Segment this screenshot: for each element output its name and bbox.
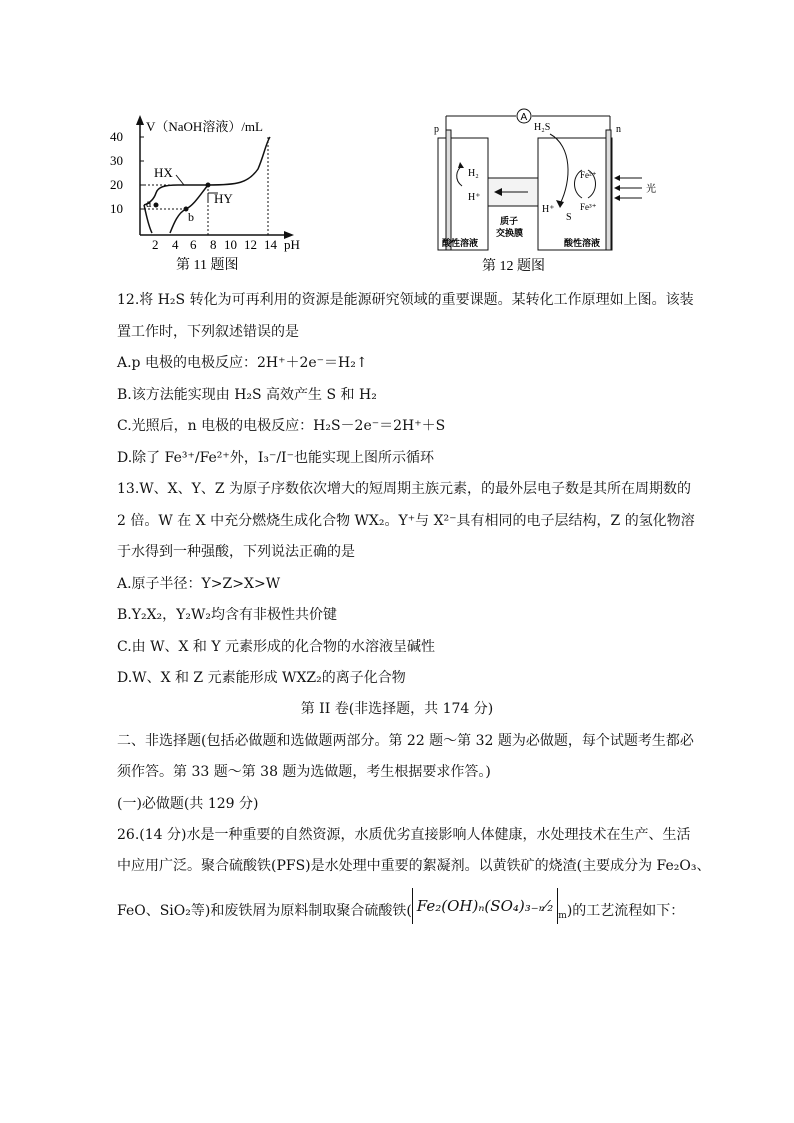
xtick-4: 4 [172,237,179,252]
xtick-6: 6 [190,237,197,252]
xtick-10: 10 [224,237,237,252]
electrode-p-label: p [434,124,439,135]
electrode-n-label: n [616,124,621,135]
section2-title: 第 II 卷(非选择题，共 174 分) [300,701,494,717]
q13-option-b: B.Y₂X₂，Y₂W₂均含有非极性共价键 [117,607,338,623]
label-hx: HX [154,165,173,180]
label-a: a [146,196,152,210]
section2-intro-2: 须作答。第 33 题～第 38 题为选做题，考生根据要求作答。) [117,764,491,780]
q26-line-3 [117,898,684,926]
fig11-caption: 第 11 题图 [176,258,239,273]
pfs-formula-m: m [558,911,567,921]
q12-stem-1: 12.将 H₂S 转化为可再利用的资源是能源研究领域的重要课题。某转化工作原理如上图。该装 [117,292,694,308]
q13-option-c: C.由 W、X 和 Y 元素形成的化合物的水溶液呈碱性 [117,639,436,655]
label-b: b [188,210,194,224]
light-label: 光 [646,184,656,195]
fig11-chart [108,113,308,273]
q26-line-3b: )的工艺流程如下： [566,903,685,919]
q26-line-1: 26.(14 分)水是一种重要的自然资源，水质优劣直接影响人体健康，水处理技术在生产、生活 [117,827,691,843]
q12-option-c: C.光照后，n 电极的电极反应：H₂S－2e⁻＝2H⁺＋S [117,418,446,434]
h2s-label: H₂S [534,122,551,133]
section2-intro-1: 二、非选择题(包括必做题和选做题两部分。第 22 题～第 32 题为必做题，每个试题考生都必 [117,733,694,749]
q12-stem-2: 置工作时，下列叙述错误的是 [117,324,299,340]
membrane-label-2: 交换膜 [496,229,524,239]
acid-left-label: 酸性溶液 [442,239,479,249]
fe3-label: Fe³⁺ [580,202,597,212]
q12-option-d: D.除了 Fe³⁺/Fe²⁺外，I₃⁻/I⁻也能实现上图所示循环 [117,450,434,466]
ammeter-label: A [520,112,528,123]
q13-option-a: A.原子半径：Y>Z>X>W [117,576,281,592]
q12-option-b: B.该方法能实现由 H₂S 高效产生 S 和 H₂ [117,387,377,403]
ytick-30: 30 [110,153,123,168]
pfs-formula [412,888,558,924]
ytick-40: 40 [110,129,123,144]
fig12-diagram [432,100,672,276]
x-axis-label: pH [284,237,300,252]
fe2-label: Fe²⁺ [580,170,597,180]
y-axis-label: V（NaOH溶液）/mL [146,119,263,134]
s-label: S [566,212,572,223]
xtick-14: 14 [264,237,277,252]
q13-option-d: D.W、X 和 Z 元素能形成 WXZ₂的离子化合物 [117,670,406,686]
q13-stem-2: 2 倍。W 在 X 中充分燃烧生成化合物 WX₂。Y⁺与 X²⁻具有相同的电子层结构，Z 的氢化物溶 [117,513,695,529]
q12-option-a: A.p 电极的电极反应：2H⁺＋2e⁻＝H₂↑ [117,355,368,371]
xtick-8: 8 [210,237,217,252]
xtick-2: 2 [152,237,159,252]
ytick-20: 20 [110,177,123,192]
ytick-10: 10 [110,201,123,216]
acid-right-label: 酸性溶液 [564,239,601,249]
q13-stem-1: 13.W、X、Y、Z 为原子序数依次增大的短周期主族元素，的最外层电子数是其所在周期数的 [117,481,692,497]
hplus-left-label: H⁺ [468,192,481,203]
membrane-label-1: 质子 [500,217,519,227]
label-hy: HY [214,191,233,206]
xtick-12: 12 [244,237,257,252]
fig12-caption: 第 12 题图 [482,259,545,274]
q26-line-2: 中应用广泛。聚合硫酸铁(PFS)是水处理中重要的絮凝剂。以黄铁矿的烧渣(主要成分为 Fe₂O₃、 [117,858,711,874]
pfs-formula-body: Fe₂(OH)ₙ(SO₄)₃₋ₙ⁄₂ [416,897,554,915]
hplus-right-label: H⁺ [542,204,555,215]
required-heading: (一)必做题(共 129 分) [117,796,259,812]
h2-label: H₂ [468,168,479,179]
q26-line-3a: FeO、SiO₂等)和废铁屑为原料制取聚合硫酸铁( [117,903,412,919]
q13-stem-3: 于水得到一种强酸，下列说法正确的是 [117,544,355,560]
